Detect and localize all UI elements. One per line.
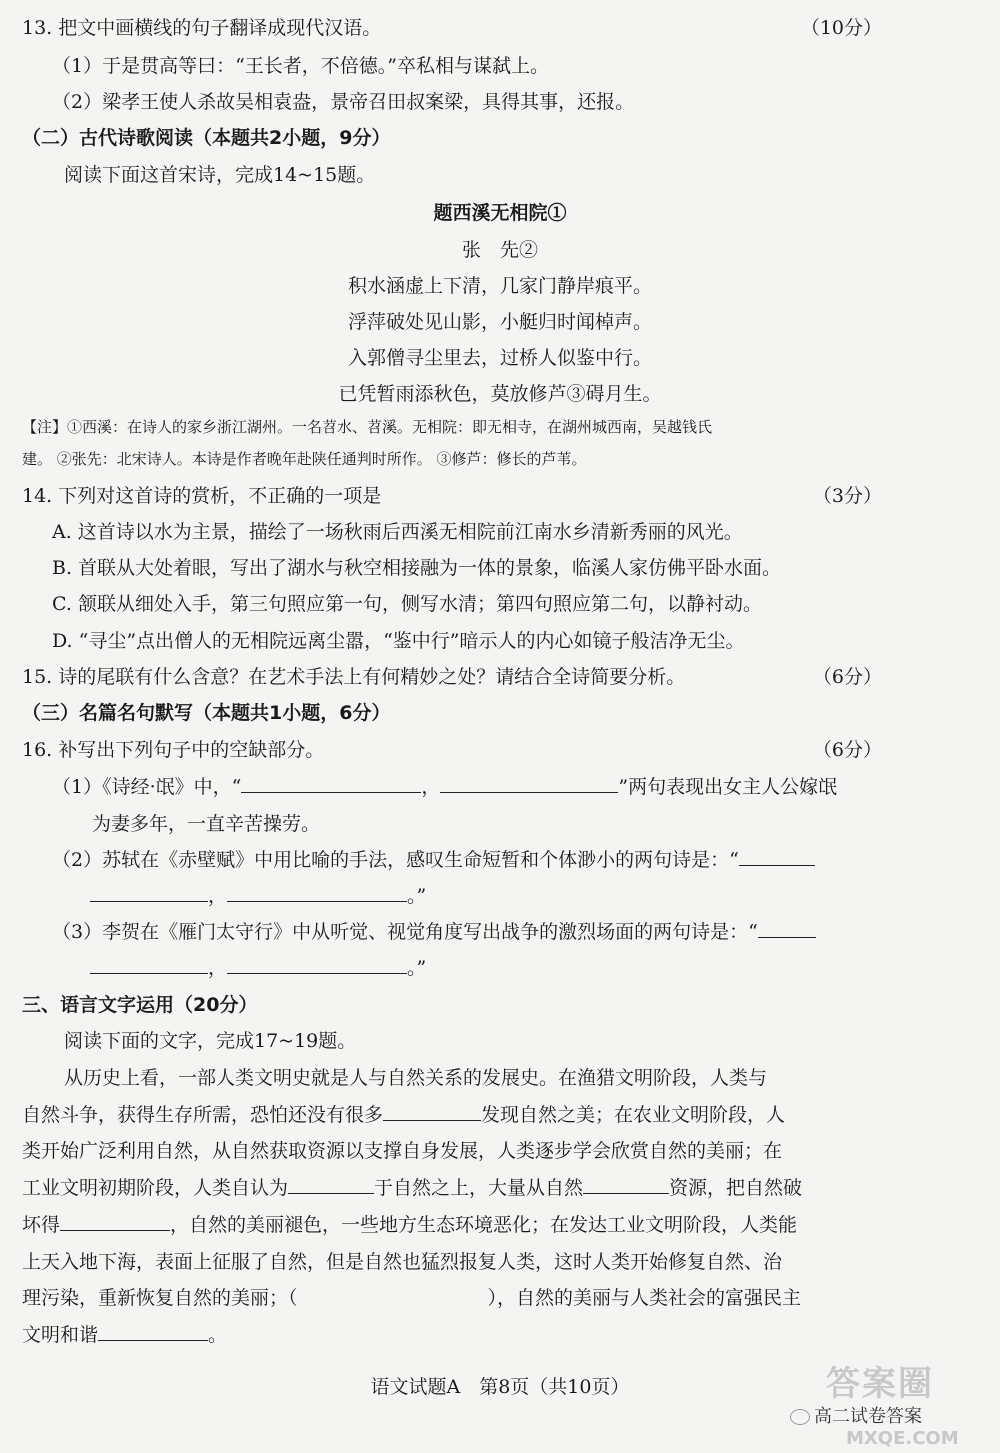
passage-line-4-text <box>22 1174 802 1202</box>
poem-line-4: 已凭暂雨添秋色，莫放修芦③碍月生。 <box>338 383 662 405</box>
q16-s1-suffix: ”两句表现出女主人公嫁氓 <box>618 776 838 798</box>
passage-p8a: 文明和谐 <box>22 1324 99 1346</box>
answer-blank[interactable] <box>60 1212 170 1231</box>
answer-blank[interactable] <box>383 1102 481 1121</box>
poem-note-2-text: 建。 ②张先：北宋诗人。本诗是作者晚年赴陕任通判时所作。 ③修芦：修长的芦苇。 <box>22 450 587 468</box>
watermark-site: MXQE.COM <box>846 1428 959 1449</box>
answer-blank[interactable] <box>98 1322 208 1341</box>
q14-stem: 14. 下列对这首诗的赏析，不正确的一项是 <box>22 485 382 507</box>
q16-s3-prefix: （3）李贺在《雁门太守行》中从听觉、视觉角度写出战争的激烈场面的两句诗是：“ <box>52 921 758 943</box>
answer-blank[interactable] <box>227 883 407 902</box>
answer-blank[interactable] <box>288 1175 374 1194</box>
answer-blank[interactable] <box>758 919 816 938</box>
passage-line-6-text: 上天入地下海，表面上征服了自然，但是自然也猛烈报复人类，这时人类开始修复自然、治 <box>22 1251 783 1273</box>
q13-score: （10分） <box>800 17 882 39</box>
passage-line-5-text <box>22 1211 797 1239</box>
answer-blank[interactable] <box>583 1175 669 1194</box>
answer-blank[interactable] <box>739 847 815 866</box>
passage-p5b: ，自然的美丽褪色，一些地方生态环境恶化；在发达工业文明阶段，人类能 <box>170 1214 798 1236</box>
answer-blank[interactable] <box>90 883 208 902</box>
poem-line-2: 浮萍破处见山影，小艇归时闻棹声。 <box>347 311 652 333</box>
passage-line-8-text <box>22 1321 227 1349</box>
q16-item-2-cont-text <box>90 882 426 910</box>
poem-title: 题西溪无相院① <box>433 202 567 224</box>
q14-option-c-text: C. 颔联从细处入手，第三句照应第一句，侧写水清；第四句照应第二句，以静衬动。 <box>52 593 762 615</box>
passage-p8b: 。 <box>208 1324 228 1346</box>
watermark-caption <box>790 1402 922 1428</box>
q16-s1-prefix: （1）《诗经·氓》中，“ <box>52 776 242 798</box>
passage-line-3-text: 类开始广泛利用自然，从自然获取资源以支撑自身发展，人类逐步学会欣赏自然的美丽；在 <box>22 1140 783 1162</box>
passage-p7a: 理污染，重新恢复自然的美丽；（ <box>22 1287 298 1309</box>
q14-option-d-text: D. “寻尘”点出僧人的无相院远离尘嚣，“鉴中行”暗示人的内心如镜子般洁净无尘。 <box>52 630 745 652</box>
poem-line-3: 入郭僧寻尘里去，过桥人似鉴中行。 <box>347 347 652 369</box>
page-footer: 语文试题A 第8页（共10页） <box>370 1376 630 1398</box>
section-3-heading-text: （三）名篇名句默写（本题共1小题，6分） <box>22 702 391 724</box>
passage-p4a: 工业文明初期阶段，人类自认为 <box>22 1177 289 1199</box>
q13-s1-text: （1）于是贯高等曰：“王长者，不倍德。”卒私相与谋弑上。 <box>52 55 550 77</box>
answer-blank[interactable] <box>440 774 618 793</box>
q13-stem: 13. 把文中画横线的句子翻译成现代汉语。 <box>22 17 382 39</box>
poem-line-1: 积水涵虚上下清，几家门静岸痕平。 <box>347 275 652 297</box>
watermark-caption-text: 高二试卷答案 <box>814 1406 922 1427</box>
part-3-intro-text: 阅读下面的文字，完成17~19题。 <box>64 1030 357 1052</box>
poem-author: 张 先② <box>461 239 538 261</box>
passage-line-7-text <box>22 1284 801 1312</box>
q16-s3-comma: ， <box>208 957 228 979</box>
q16-s2-end: 。” <box>407 885 427 907</box>
answer-blank[interactable] <box>90 955 208 974</box>
q14-option-b-text: B. 首联从大处着眼，写出了湖水与秋空相接融为一体的景象，临溪人家仿佛平卧水面。 <box>52 557 782 579</box>
q16-item-1-text <box>52 773 837 801</box>
part-3-heading-text: 三、语言文字运用（20分） <box>22 994 258 1016</box>
q16-item-3-cont-text <box>90 954 426 982</box>
q16-s1-continuation: 为妻多年，一直辛苦操劳。 <box>92 813 321 835</box>
passage-p2a: 自然斗争，获得生存所需，恐怕还没有很多 <box>22 1104 384 1126</box>
answer-blank[interactable] <box>227 955 407 974</box>
passage-line-2-text <box>22 1101 785 1129</box>
wechat-icon <box>790 1409 810 1425</box>
answer-blank[interactable] <box>241 774 421 793</box>
passage-line-1-text: 从历史上看，一部人类文明史就是人与自然关系的发展史。在渔猎文明阶段，人类与 <box>64 1067 768 1089</box>
q13-s2-text: （2）梁孝王使人杀故吴相袁盎，景帝召田叔案梁，具得其事，还报。 <box>52 91 635 113</box>
q14-option-a-text: A. 这首诗以水为主景，描绘了一场秋雨后西溪无相院前江南水乡清新秀丽的风光。 <box>52 521 743 543</box>
q15-stem: 15. 诗的尾联有什么含意？在艺术手法上有何精妙之处？请结合全诗简要分析。 <box>22 666 686 688</box>
q14-score: （3分） <box>812 485 882 507</box>
section-2-heading-text: （二）古代诗歌阅读（本题共2小题，9分） <box>22 127 391 149</box>
poem-note-1-text: 【注】①西溪：在诗人的家乡浙江湖州。一名苕水、苕溪。无相院：即无相寺，在湖州城西南，吴越钱氏 <box>22 418 713 436</box>
q16-item-3-text <box>52 918 816 946</box>
q16-item-2-text <box>52 846 815 874</box>
q15-score: （6分） <box>812 666 882 688</box>
passage-p4c: 资源，把自然破 <box>669 1177 803 1199</box>
passage-p4b: 于自然之上，大量从自然 <box>374 1177 584 1199</box>
section-2-intro-text: 阅读下面这首宋诗，完成14~15题。 <box>64 164 376 186</box>
passage-p7b: ），自然的美丽与人类社会的富强民主 <box>487 1287 802 1309</box>
q16-score: （6分） <box>812 739 882 761</box>
q16-s2-comma: ， <box>208 885 228 907</box>
q16-s3-end: 。” <box>407 957 427 979</box>
q16-stem: 16. 补写出下列句子中的空缺部分。 <box>22 739 325 761</box>
passage-p2b: 发现自然之美；在农业文明阶段，人 <box>481 1104 786 1126</box>
q16-s1-comma: ， <box>421 776 441 798</box>
watermark-logo: 答案圈 <box>826 1364 934 1404</box>
q16-s2-prefix: （2）苏轼在《赤壁赋》中用比喻的手法，感叹生命短暂和个体渺小的两句诗是：“ <box>52 849 739 871</box>
passage-p5a: 坏得 <box>22 1214 61 1236</box>
